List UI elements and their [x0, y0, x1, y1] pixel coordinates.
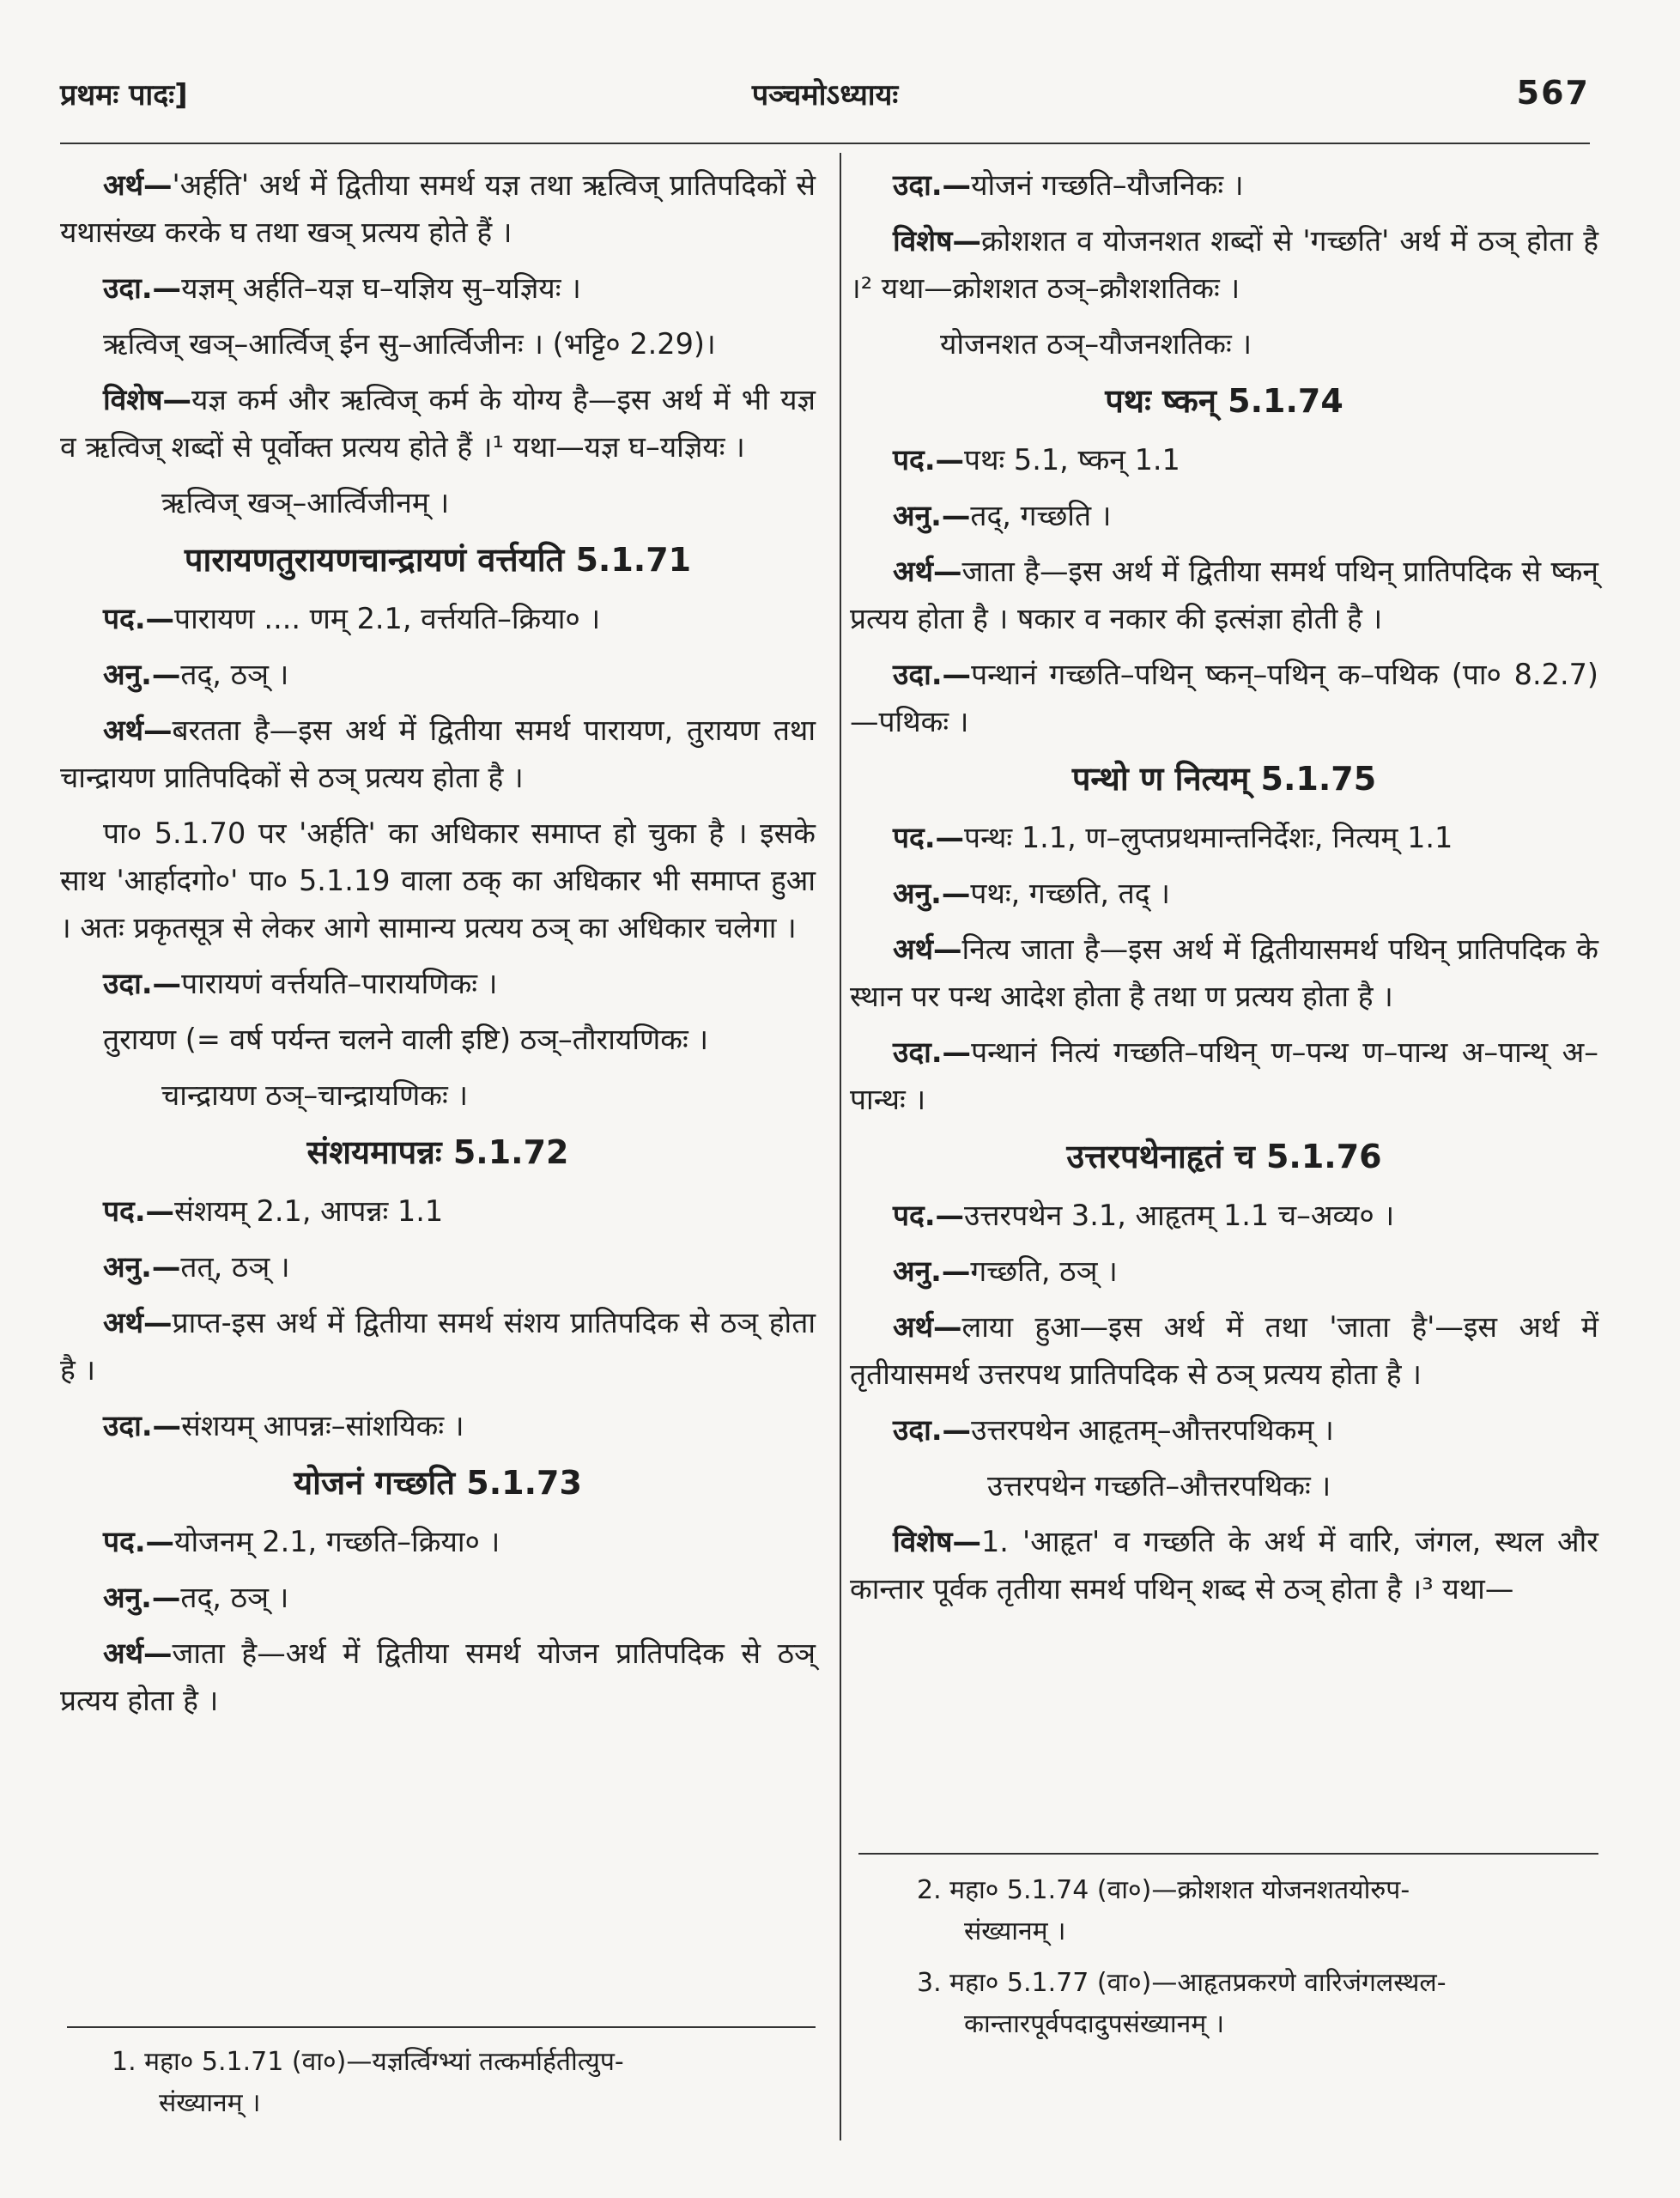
paragraph: पद.—पारायण .... णम् 2.1, वर्त्तयति–क्रिया० । — [103, 602, 601, 635]
paragraph: अनु.—पथः, गच्छति, तद् । — [893, 877, 1170, 910]
paragraph-label: पद.— — [103, 602, 175, 635]
footnote-text: 2. महा० 5.1.74 (वा०)—क्रोशशत योजनशतयोरुप- — [917, 1875, 1410, 1905]
paragraph-label: अर्थ— — [103, 1306, 173, 1339]
paragraph-label: अर्थ— — [893, 555, 962, 588]
paragraph-label: विशेष— — [103, 383, 191, 416]
paragraph: उदा.—योजनं गच्छति–यौजनिकः । — [893, 168, 1244, 202]
paragraph: अनु.—तद्, ठञ् । — [103, 1581, 289, 1614]
paragraph: अनु.—गच्छति, ठञ् । — [893, 1254, 1118, 1288]
footnote-text: संख्यानम् । — [159, 2088, 261, 2118]
paragraph-label: अर्थ— — [893, 1310, 962, 1344]
footnote-1 — [112, 2042, 824, 2124]
paragraph-label: अर्थ— — [893, 932, 962, 966]
paragraph: विशेष—यज्ञ कर्म और ऋत्विज् कर्म के योग्य है—इस अर्थ में भी यज्ञ व ऋत्विज् शब्दों से पूर्वोक्त प्रत्यय होते हैं ।¹ यथा—यज्ञ घ–यज्ञियः । — [60, 383, 816, 464]
sutra-heading: पारायणतुरायणचान्द्रायणं वर्त्तयति 5.1.71 — [184, 541, 692, 579]
paragraph: पा० 5.1.70 पर 'अर्हति' का अधिकार समाप्त हो चुका है । इसके साथ 'आर्हादगो०' पा० 5.1.19 वाला ठक् का अधिकार भी समाप्त हुआ । अतः प्रकृतसूत्र से लेकर आगे सामान्य प्रत्यय ठञ् का अधिकार चलेगा । — [60, 817, 816, 944]
paragraph: अनु.—तद्, गच्छति । — [893, 499, 1112, 532]
footnote-rule — [67, 2026, 816, 2028]
example-line: ऋत्विज् खञ्–आर्त्विजीनम् । — [161, 486, 450, 519]
paragraph: विशेष—1. 'आहृत' व गच्छति के अर्थ में वारि, जंगल, स्थल और कान्तार पूर्वक तृतीया समर्थ पथिन् शब्द से ठञ् होता है ।³ यथा— — [850, 1525, 1598, 1606]
paragraph-label: अनु.— — [893, 1254, 971, 1288]
paragraph-label: उदा.— — [893, 1035, 972, 1069]
paragraph-label: पद.— — [893, 443, 965, 477]
paragraph: पद.—उत्तरपथेन 3.1, आहृतम् 1.1 च–अव्य० । — [893, 1199, 1395, 1232]
paragraph-label: उदा.— — [893, 1413, 972, 1447]
sutra-heading: उत्तरपथेनाहृतं च 5.1.76 — [1066, 1138, 1382, 1175]
paragraph-label: अर्थ— — [103, 168, 173, 202]
example-line: चान्द्रायण ठञ्–चान्द्रायणिकः । — [161, 1078, 469, 1112]
paragraph-label: पद.— — [893, 821, 965, 854]
page-number: 567 — [1516, 74, 1590, 112]
paragraph-label: उदा.— — [103, 271, 182, 305]
footnote-3 — [917, 1963, 1604, 2045]
paragraph: उदा.—पन्थानं नित्यं गच्छति–पथिन् ण–पन्थ ण–पान्थ अ–पान्थ् अ–पान्थः । — [850, 1035, 1598, 1116]
paragraph: पद.—संशयम् 2.1, आपन्नः 1.1 — [103, 1194, 444, 1228]
footnote-text: कान्तारपूर्वपदादुपसंख्यानम् । — [964, 2009, 1225, 2039]
column-divider — [840, 153, 841, 2140]
paragraph: अर्थ—जाता है—अर्थ में द्वितीया समर्थ योजन प्रातिपदिक से ठञ् प्रत्यय होता है । — [60, 1636, 816, 1717]
header-chapter: पञ्चमोऽध्यायः — [751, 78, 899, 112]
paragraph-label: अर्थ— — [103, 1636, 173, 1670]
paragraph: अर्थ—लाया हुआ—इस अर्थ में तथा 'जाता है'—इस अर्थ में तृतीयासमर्थ उत्तरपथ प्रातिपदिक से ठञ् प्रत्यय होता है । — [850, 1310, 1598, 1391]
paragraph-label: अनु.— — [103, 658, 181, 691]
paragraph: अर्थ—जाता है—इस अर्थ में द्वितीया समर्थ पथिन् प्रातिपदिक से ष्कन् प्रत्यय होता है । षकार व नकार की इत्संज्ञा होती है । — [850, 555, 1598, 635]
sutra-heading: योजनं गच्छति 5.1.73 — [294, 1464, 582, 1502]
sutra-heading: संशयमापन्नः 5.1.72 — [306, 1133, 569, 1171]
paragraph-label: पद.— — [103, 1194, 175, 1228]
sutra-heading: पथः ष्कन् 5.1.74 — [1105, 382, 1343, 420]
paragraph: अर्थ—बरतता है—इस अर्थ में द्वितीया समर्थ पारायण, तुरायण तथा चान्द्रायण प्रातिपदिकों से ठञ् प्रत्यय होता है । — [60, 713, 816, 794]
paragraph-label: अनु.— — [893, 499, 971, 532]
footnotes-right — [917, 1870, 1604, 2055]
paragraph-label: अनु.— — [103, 1250, 181, 1284]
paragraph-label: उदा.— — [103, 1409, 182, 1442]
paragraph: पद.—योजनम् 2.1, गच्छति–क्रिया० । — [103, 1525, 500, 1558]
footnotes-left — [112, 2042, 824, 2134]
paragraph: अनु.—तद्, ठञ् । — [103, 658, 289, 691]
footnote-2 — [917, 1870, 1604, 1952]
paragraph: अनु.—तत्, ठञ् । — [103, 1250, 290, 1284]
paragraph: अर्थ—प्राप्त-इस अर्थ में द्वितीया समर्थ संशय प्रातिपदिक से ठञ् होता है । — [60, 1306, 816, 1387]
paragraph: उदा.—पन्थानं गच्छति–पथिन् ष्कन्–पथिन् क–पथिक (पा० 8.2.7)—पथिकः । — [850, 658, 1598, 738]
paragraph: उदा.—उत्तरपथेन आहृतम्–औत्तरपथिकम् । — [893, 1413, 1334, 1447]
paragraph-label: विशेष— — [893, 1525, 981, 1558]
header-rule — [60, 143, 1590, 144]
paragraph-label: उदा.— — [893, 168, 972, 202]
paragraph-label: अर्थ— — [103, 713, 173, 747]
paragraph: अर्थ—नित्य जाता है—इस अर्थ में द्वितीयासमर्थ पथिन् प्रातिपदिक के स्थान पर पन्थ आदेश होता है तथा ण प्रत्यय होता है । — [850, 932, 1598, 1013]
paragraph: ऋत्विज् खञ्–आर्त्विज् ईन सु–आर्त्विजीनः । (भट्टि० 2.29)। — [103, 327, 716, 361]
paragraph-label: उदा.— — [893, 658, 972, 691]
paragraph: पद.—पन्थः 1.1, ण–लुप्तप्रथमान्तनिर्देशः, नित्यम् 1.1 — [893, 821, 1453, 854]
page-header — [60, 67, 1590, 144]
paragraph-label: पद.— — [893, 1199, 965, 1232]
left-column — [60, 161, 816, 1733]
example-line: उत्तरपथेन गच्छति–औत्तरपथिकः । — [987, 1469, 1331, 1503]
paragraph-label: उदा.— — [103, 967, 182, 1000]
footnote-text: 3. महा० 5.1.77 (वा०)—आहृतप्रकरणे वारिजंगलस्थल- — [917, 1968, 1446, 1998]
paragraph: तुरायण (= वर्ष पर्यन्त चलने वाली इष्टि) ठञ्–तौरायणिकः । — [103, 1023, 709, 1056]
paragraph: अर्थ—'अर्हति' अर्थ में द्वितीया समर्थ यज्ञ तथा ऋत्विज् प्रातिपदिकों से यथासंख्य करके घ तथा खञ् प्रत्यय होते हैं । — [60, 168, 816, 249]
example-line: योजनशत ठञ्–यौजनशतिकः । — [940, 327, 1252, 361]
paragraph: उदा.—पारायणं वर्त्तयति–पारायणिकः । — [103, 967, 498, 1000]
paragraph-label: पद.— — [103, 1525, 175, 1558]
paragraph-label: अनु.— — [103, 1581, 181, 1614]
paragraph: उदा.—यज्ञम् अर्हति–यज्ञ घ–यज्ञिय सु–यज्ञियः । — [103, 271, 581, 305]
paragraph-label: विशेष— — [893, 224, 981, 258]
paragraph: उदा.—संशयम् आपन्नः–सांशयिकः । — [103, 1409, 464, 1442]
sutra-heading: पन्थो ण नित्यम् 5.1.75 — [1071, 760, 1377, 798]
header-section: प्रथमः पादः] — [60, 78, 188, 112]
right-column — [850, 161, 1598, 1621]
footnote-rule — [858, 1853, 1598, 1855]
paragraph-label: अनु.— — [893, 877, 971, 910]
footnote-text: 1. महा० 5.1.71 (वा०)—यज्ञर्त्विग्भ्यां तत्कर्मार्हतीत्युप- — [112, 2047, 624, 2077]
paragraph: पद.—पथः 5.1, ष्कन् 1.1 — [893, 443, 1180, 477]
paragraph: विशेष—क्रोशशत व योजनशत शब्दों से 'गच्छति' अर्थ में ठञ् होता है ।² यथा—क्रोशशत ठञ्–क्रौशशतिकः । — [850, 224, 1598, 305]
footnote-text: संख्यानम् । — [964, 1916, 1066, 1946]
